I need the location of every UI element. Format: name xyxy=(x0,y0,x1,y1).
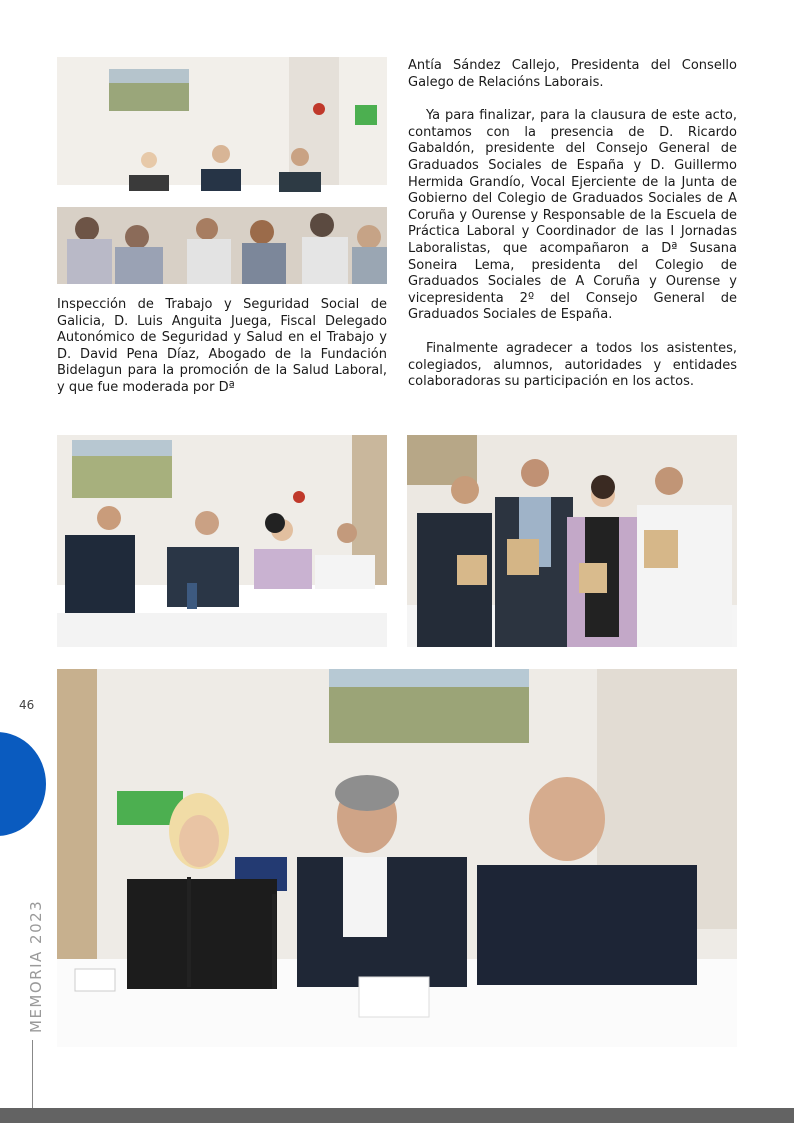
footer-bar xyxy=(0,1108,794,1123)
paragraph-right-1: Antía Sández Callejo, Presidenta del Consello Galego de Relacións Laborais. xyxy=(408,58,737,90)
page-number: 46 xyxy=(19,698,35,712)
side-divider xyxy=(32,1040,33,1108)
page-tab-marker xyxy=(0,732,46,836)
paragraph-left-1: Inspección de Trabajo y Seguridad Social de Galicia, D. Luis Anguita Juega, Fiscal Delegado Autonómico de Seguridad y Salud en el Trabajo y D. David Pena Díaz, Abogado de la Fundación Bidelagun para la promoción de la Salud Laboral, y que fue moderada por Dª xyxy=(57,297,387,395)
photo-speakers-closeup xyxy=(57,669,737,1047)
article-text-right xyxy=(408,58,737,391)
side-label: MEMORIA 2023 xyxy=(27,899,45,1033)
photo-award-recipients xyxy=(407,435,737,647)
article-text-left xyxy=(57,297,387,397)
paragraph-right-2: Ya para finalizar, para la clausura de este acto, contamos con la presencia de D. Ricardo Gabaldón, presidente del Consejo General de Graduados Sociales de España y D. Guillermo Hermida Grandío, Vocal Ejerciente de la Junta de Gobierno del Colegio de Graduados Sociales de A Coruña y Ourense y Responsable de la Escuela de Práctica Laboral y Coordinador de las I Jornadas Laboralistas, que acompañaron a Dª Susana Soneira Lema, presidenta del Colegio de Graduados Sociales de A Coruña y Ourense y vicepresidenta 2º del Consejo General de Graduados Sociales de España. xyxy=(408,108,737,323)
photo-speakers-panel-mid-left xyxy=(57,435,387,647)
photo-speakers-panel-top xyxy=(57,57,387,284)
paragraph-right-3: Finalmente agradecer a todos los asistentes, colegiados, alumnos, autoridades y entidades colaboradoras su participación en los actos. xyxy=(408,340,737,390)
